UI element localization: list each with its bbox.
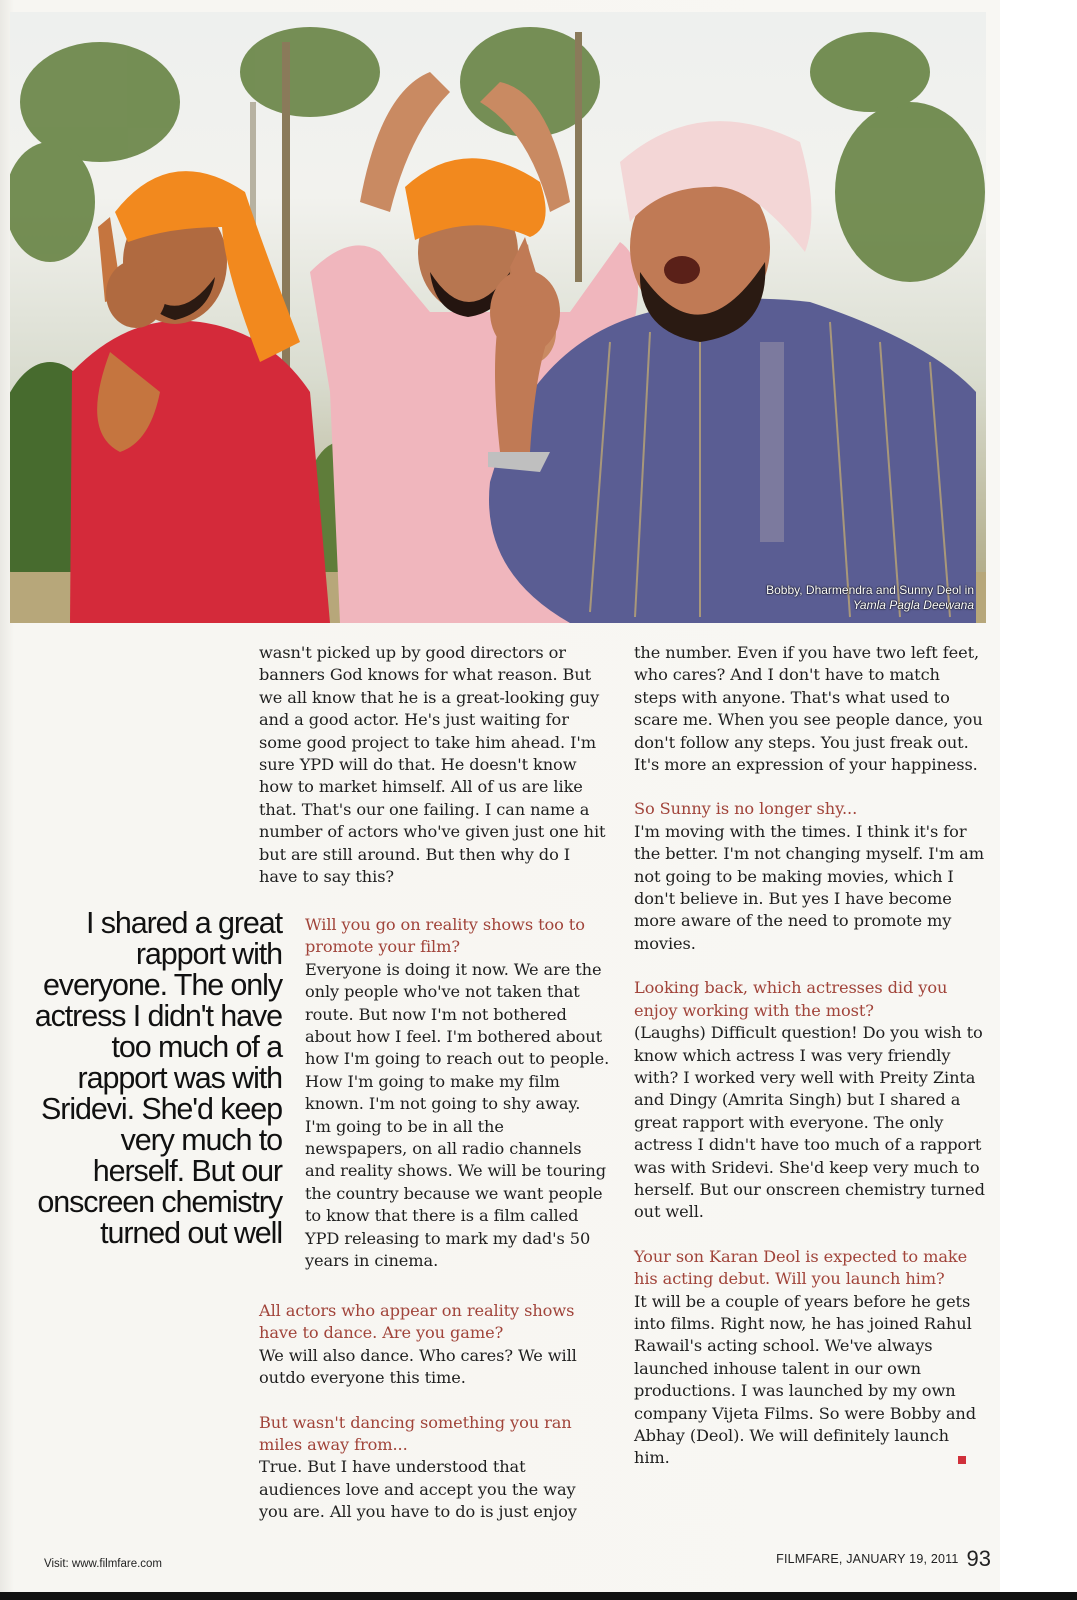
cover-photo	[10, 12, 986, 623]
photo-caption	[766, 583, 974, 613]
question: All actors who appear on reality shows have to dance. Are you game?	[259, 1301, 575, 1343]
answer: I'm moving with the times. I think it's for the better. I'm not changing myself. I'm am not going to be making movies, which I don't believe in. But yes I have become more aware of the need to promote my movies.	[634, 821, 984, 953]
answer: Everyone is doing it now. We are the only people who've not taken that route. But now I'm not bothered about how I feel. I'm bothered about how I'm going to reach out to people. How I'm going to make my film known. I'm not going to shy away. I'm going to be in all the newspapers, on all radio channels and reality shows. We will be touring the country because we want people to know that there is a film called YPD releasing to mark my dad's 50 years in cinema.	[305, 959, 610, 1271]
column-right	[634, 642, 986, 1470]
pull-quote: I shared a great rapport with everyone. The only actress I didn't have too much of a rapport was with Sridevi. She'd keep very much to herself. But our onscreen chemistry turned out well	[34, 906, 282, 1250]
column-continuation	[259, 642, 609, 888]
answer: It will be a couple of years before he gets into films. Right now, he has joined Rahul Rawail's acting school. We've always launched inhouse talent in our own productions. I was launched by my own company Vijeta Films. So were Bobby and Abhay (Deol). We will definitely launch him.	[634, 1291, 976, 1468]
column-reality-shows	[305, 914, 611, 1273]
answer: We will also dance. Who cares? We will outdo everyone this time.	[259, 1345, 577, 1388]
caption-line-1: Bobby, Dharmendra and Sunny Deol in	[766, 583, 974, 597]
end-of-article-marker	[958, 1456, 966, 1464]
question: Will you go on reality shows too to promote your film?	[305, 915, 585, 957]
question: Looking back, which actresses did you enjoy working with the most?	[634, 978, 948, 1020]
column-dance	[259, 1300, 609, 1524]
photo-illustration	[10, 12, 986, 623]
answer: True. But I have understood that audiences love and accept you the way you are. All you have to do is just enjoy	[259, 1457, 577, 1522]
magazine-date: FILMFARE, JANUARY 19, 2011	[776, 1552, 959, 1566]
footer-website: Visit: www.filmfare.com	[44, 1558, 163, 1570]
scan-bottom-edge	[0, 1592, 1077, 1600]
footer-folio	[776, 1546, 991, 1572]
question: Your son Karan Deol is expected to make his acting debut. Will you launch him?	[634, 1246, 968, 1289]
question: But wasn't dancing something you ran miles away from...	[259, 1412, 572, 1455]
paragraph: wasn't picked up by good directors or banners God knows for what reason. But we all know that he is a great-looking guy and a good actor. He's just waiting for some good project to take him ahead. I'm sure YPD will do that. He doesn't know how to market himself. All of us are like that. That's our one failing. I can name a number of actors who've given just one hit but are still around. But then why do I have to say this?	[259, 643, 606, 887]
page-edge	[1000, 0, 1077, 1600]
answer: (Laughs) Difficult question! Do you wish to know which actress I was very friendly with? I worked very well with Preity Zinta and Dingy (Amrita Singh) but I shared a great rapport with everyone. The only actress I didn't have too much of a rapport was with Sridevi. She'd keep very much to herself. But our onscreen chemistry turned out well.	[634, 1023, 985, 1222]
page-number: 93	[966, 1546, 991, 1571]
caption-line-2: Yamla Pagla Deewana	[852, 598, 974, 612]
answer: the number. Even if you have two left feet, who cares? And I don't have to match steps with anyone. That's what used to scare me. When you see people dance, you don't follow any steps. You just freak out. It's more an expression of your happiness.	[634, 643, 983, 775]
question: So Sunny is no longer shy...	[634, 799, 858, 819]
